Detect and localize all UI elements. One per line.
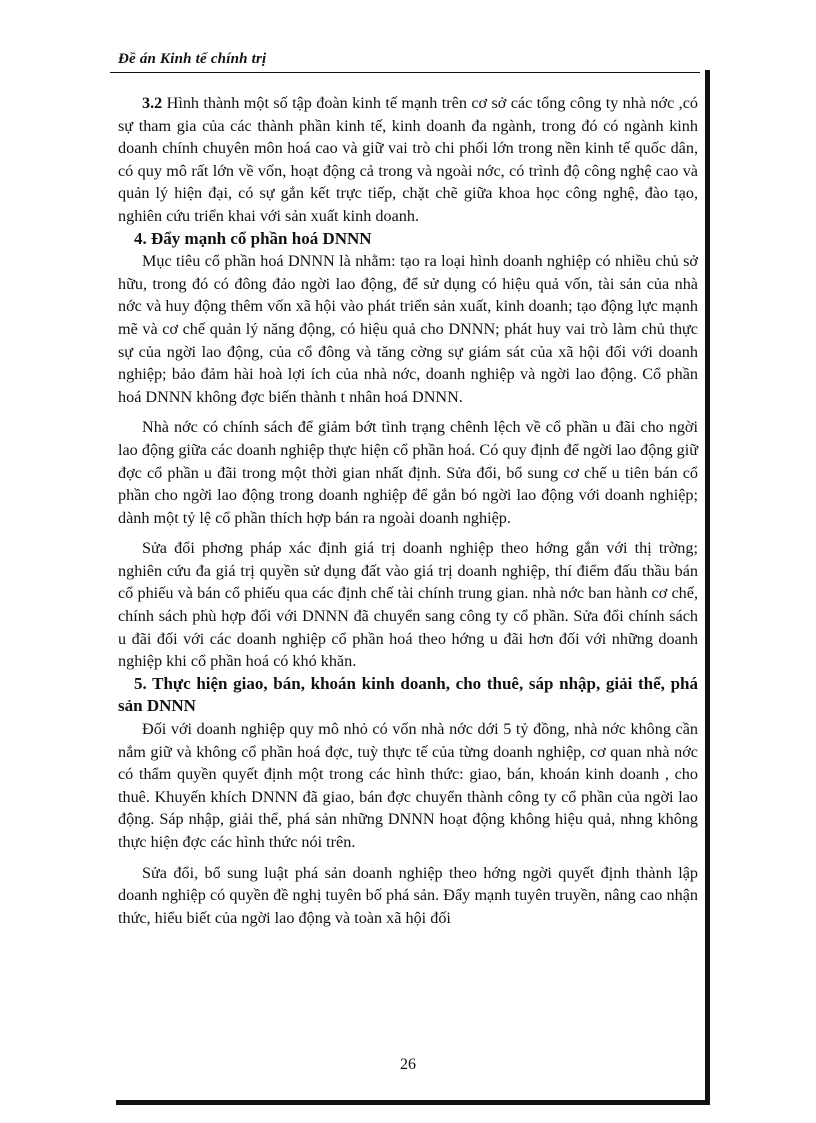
page-border-bottom [116, 1100, 710, 1105]
page-border-right [704, 70, 710, 1100]
paragraph: Đối với doanh nghiệp quy mô nhỏ có vốn nhà nớc dới 5 tỷ đồng, nhà nớc không cần nắm giữ và không cổ phần hoá đợc, tuỳ thực tế của từng doanh nghiệp, cơ quan nhà nớc có thẩm quyền quyết định một trong các hình thức: giao, bán, khoán kinh doanh , cho thuê. Khuyến khích DNNN đã giao, bán đợc chuyển thành công ty cổ phần của ngời lao động. Sáp nhập, giải thể, phá sản những DNNN hoạt động không hiệu quả, nhng không thực hiện đợc các hình thức nói trên. [118, 720, 698, 851]
paragraph: Mục tiêu cổ phần hoá DNNN là nhằm: tạo ra loại hình doanh nghiệp có nhiều chủ sở hữu, trong đó có đông đảo ngời lao động, để sử dụng có hiệu quả vốn, tài sản của nhà nớc và huy động thêm vốn xã hội vào phát triển sản xuất, kinh doanh; tạo động lực mạnh mẽ và cơ chế quản lý năng động, có hiệu quả cho DNNN; phát huy vai trò làm chủ thực sự của ngời lao động, của cổ đông và tăng cờng sự giám sát của xã hội đối với doanh nghiệp; bảo đảm hài hoà lợi ích của nhà nớc, doanh nghiệp và ngời lao động. Cổ phần hoá DNNN không đợc biến thành t nhân hoá DNNN. [118, 252, 698, 406]
paragraph-gap [118, 854, 698, 862]
header-title: Đề án Kinh tế chính trị [118, 51, 267, 67]
paragraph: Nhà nớc có chính sách để giảm bớt tình trạng chênh lệch về cổ phần u đãi cho ngời lao động giữa các doanh nghiệp thực hiện cổ phần hoá. Có quy định để ngời lao động giữ đợc cổ phần u đãi trong một thời gian nhất định. Sửa đổi, bổ sung cơ chế u tiên bán cổ phần cho ngời lao động trong doanh nghiệp để gắn bó ngời lao động với doanh nghiệp; dành một tỷ lệ cổ phần thích hợp bán ra ngoài doanh nghiệp. [118, 418, 698, 527]
paragraph-3-2 [118, 92, 698, 228]
document-body [118, 92, 698, 929]
running-header [110, 50, 700, 73]
paragraph: Sửa đổi phơng pháp xác định giá trị doanh nghiệp theo hớng gắn với thị trờng; nghiên cứu đa giá trị quyền sử dụng đất vào giá trị doanh nghiệp, thí điểm đấu thầu bán cổ phiếu và bán cổ phiếu qua các định chế tài chính trung gian. nhà nớc ban hành cơ chế, chính sách phù hợp đối với DNNN đã chuyển sang công ty cổ phần. Sửa đổi chính sách u đãi đối với các doanh nghiệp cổ phần hoá theo hớng u đãi hơn đối với những doanh nghiệp khi cổ phần hoá có khó khăn. [118, 539, 698, 671]
paragraph: Sửa đổi, bổ sung luật phá sản doanh nghiệp theo hớng ngời quyết định thành lập doanh nghiệp có quyền đề nghị tuyên bố phá sản. Đẩy mạnh tuyên truyền, nâng cao nhận thức, hiểu biết của ngời lao động và toàn xã hội đối [118, 863, 698, 927]
section-number: 3.2 [142, 94, 163, 112]
page-number: 26 [400, 1056, 416, 1073]
paragraph-text: Hình thành một số tập đoàn kinh tế mạnh trên cơ sở các tổng công ty nhà nớc ,có sự tham gia của các thành phần kinh tế, kinh doanh đa ngành, trong đó có ngành kinh doanh chính chuyên môn hoá cao và giữ vai trò chi phối lớn trong nền kinh tế quốc dân, có quy mô rất lớn về vốn, hoạt động cả trong và ngoài nớc, có trình độ công nghệ cao và quản lý hiện đại, có sự gắn kết trực tiếp, chặt chẽ giữa khoa học công nghệ, đào tạo, nghiên cứu triển khai với sản xuất kinh doanh. [118, 94, 699, 225]
paragraph-gap [118, 529, 698, 537]
heading-section-4: 4. Đẩy mạnh cổ phần hoá DNNN [134, 228, 372, 248]
paragraph-gap [118, 408, 698, 416]
heading-section-5: 5. Thực hiện giao, bán, khoán kinh doanh, cho thuê, sáp nhập, giải thể, phá sản DNNN [118, 673, 698, 716]
